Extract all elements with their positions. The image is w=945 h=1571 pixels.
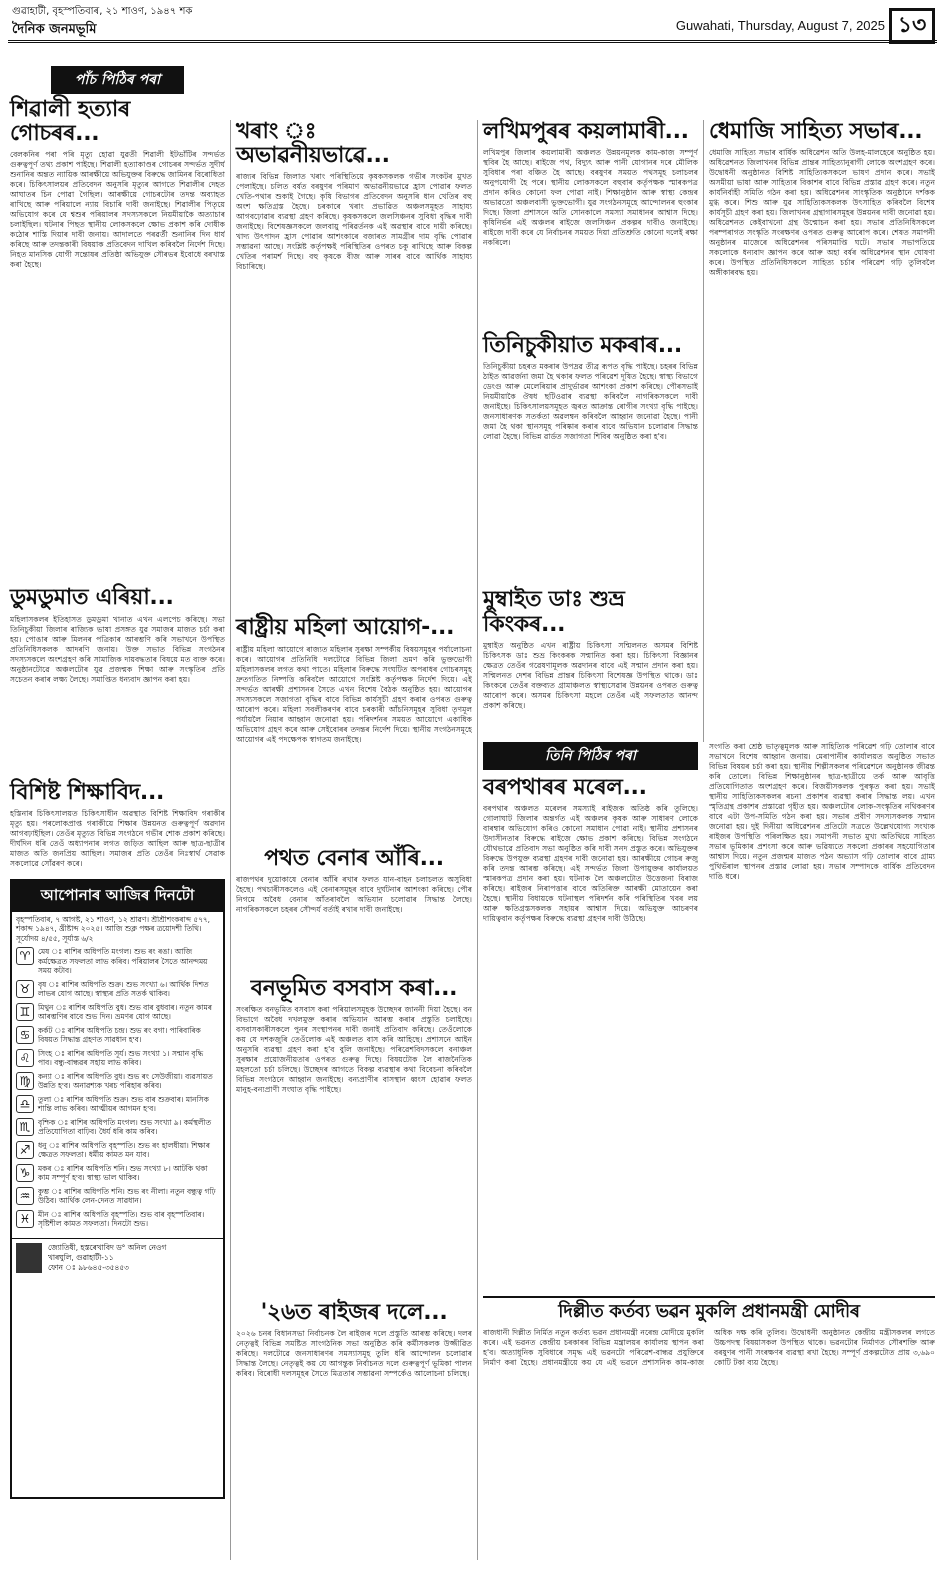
column-rule xyxy=(703,120,704,742)
rashifal-text: মকৰ ঃ ৰাশিৰ অধিপতি শনি। শুভ সংখ্যা ৮। আটকি থকা কাম সম্পূৰ্ণ হ'ব। স্বাস্থ্য ভাল থাকিব। xyxy=(38,1163,208,1183)
rashifal-text: কুম্ভ ঃ ৰাশিৰ অধিপতি শনি। শুভ ৰং নীলা। নতুন বন্ধুত্ব গঢ়ি উঠিব। আৰ্থিক লেন-দেনত সাৱধান। xyxy=(38,1186,216,1206)
rashifal-item xyxy=(16,1095,219,1114)
article-body-dhemaji-continued: সংগতি কৰা শ্ৰেষ্ঠ ভাতৃত্বমূলক আৰু সাহিত্যিক পৰিৱেশ গঢ়ি তোলাৰ বাবে সভাখনে বিশেষ আহ্বান জনায়। মেৰাপানীৰ কাৰ্যালয়ত অনুষ্ঠিত সভাত বিভিন্ন বিষয়ৰ চৰ্চা কৰা হয়। স্থানীয় শিল্পীসকলৰ পৰিৱেশনে অনুষ্ঠানক জীৱন্ত কৰি তোলে। বিভিন্ন শিক্ষানুষ্ঠানৰ ছাত্ৰ-ছাত্ৰীয়ে তৰ্ক আৰু আবৃত্তি প্ৰতিযোগিতাত অংশগ্ৰহণ কৰে। বিজয়ীসকলক পুৰস্কৃত কৰা হয়। সভাই স্থানীয় সাহিত্যিকসকলৰ ৰচনা প্ৰকাশৰ ব্যৱস্থা কৰাৰ সিদ্ধান্ত লয়। এখন স্মৃতিগ্ৰন্থ প্ৰকাশৰ প্ৰস্তাৱো গৃহীত হয়। অঞ্চলটোৰ লোক-সংস্কৃতিৰ নথিকৰণৰ বাবে এটা উপ-সমিতি গঠন কৰা হয়। সভাৰ প্ৰবীণ সদস্যসকলক সন্মান জনোৱা হয়। দুই দিনীয়া অধিৱেশনৰ প্ৰতিটো সত্ৰতে উল্লেখযোগ্য সংখ্যক ৰাইজৰ উপস্থিতি পৰিলক্ষিত হয়। সমাপনী সভাত মুখ্য অতিথিয়ে সাহিত্য সভাৰ ভূমিকাৰ প্ৰশংসা কৰে আৰু ভৱিষ্যতে সকলো প্ৰকাৰৰ সহযোগিতাৰ আশ্বাস দিয়ে। নতুন প্ৰজন্মৰ মাজত পঠন অভ্যাস গঢ়ি তোলাৰ বাবে গ্ৰাম্য পুথিভঁৰাল স্থাপনৰ প্ৰস্তাৱ লোৱা হয়। সভাৰ সম্পাদকে বাৰ্ষিক প্ৰতিবেদন দাঙি ধৰে। xyxy=(709,742,935,881)
rashifal-item xyxy=(16,1049,219,1068)
aries-icon: ♈ xyxy=(16,947,34,965)
headline-shiwali: শিৱালী হত্যাৰ গোচৰৰ... xyxy=(10,97,131,147)
headline-barpathar: বৰপথাৰৰ মৰেল... xyxy=(483,775,647,800)
pisces-icon: ♓ xyxy=(16,1210,34,1228)
leo-icon: ♌ xyxy=(16,1049,34,1067)
article-body-forest-dwellers: সংৰক্ষিত বনভূমিত বসবাস কৰা পৰিয়ালসমূহক উচ্ছেদৰ জাননী দিয়া হৈছে। বন বিভাগে অবৈধ দখলমুক্ত কৰাৰ অভিযান আৰম্ভ কৰাৰ প্ৰস্তুতি চলাইছে। বসবাসকাৰীসকলে পুনৰ সংস্থাপনৰ দাবী জনাই প্ৰতিবাদ কৰিছে। তেওঁলোকে কয় যে দশকজুৰি তেওঁলোক এই অঞ্চলত বাস কৰি আহিছে। প্ৰশাসনে আইন অনুসৰি ব্যৱস্থা গ্ৰহণ কৰা হ'ব বুলি জনাইছে। পৰিৱেশবিদসকলে বনাঞ্চল সুৰক্ষাৰ প্ৰয়োজনীয়তাৰ ওপৰত গুৰুত্ব দিছে। বিষয়টোক লৈ ৰাজনৈতিক মহলতো চৰ্চা চলিছে। উচ্ছেদৰ আগতে বিকল্প ব্যৱস্থাৰ কথা বিবেচনা কৰিবলৈ বিভিন্ন সংগঠনে আহ্বান জনাইছে। বন্যপ্ৰাণীৰ বাসস্থান ধ্বংস হোৱাৰ ফলত মানুহ-বন্যপ্ৰাণী সংঘাত বৃদ্ধি পাইছে। xyxy=(236,1004,472,1094)
rashifal-text: মেষ ঃ ৰাশিৰ অধিপতি মংগল। শুভ ৰং ৰঙা। আজি কৰ্মক্ষেত্ৰত সফলতা লাভ কৰিব। পৰিয়ালৰ সৈতে আনন্দময় সময় কটাব। xyxy=(38,947,208,976)
virgo-icon: ♍ xyxy=(16,1072,34,1090)
libra-icon: ♎ xyxy=(16,1095,34,1113)
rashifal-box xyxy=(10,879,225,1499)
article-body-banner-road: ৰাজপথৰ দুয়োকাষে বেনাৰ আঁৰি ৰখাৰ ফলত যান-বাহন চলাচলত অসুবিধা হৈছে। পথচাৰীসকলেও এই বেনাৰসমূহৰ বাবে দুৰ্ঘটনাৰ আশংকা কৰিছে। পৌৰ নিগমে অবৈধ বেনাৰ আঁতৰাবলৈ অভিযান চলোৱাৰ সিদ্ধান্ত লৈছে। নাগৰিকসকলে চহৰৰ সৌন্দৰ্য বৰ্তাই ৰখাৰ দাবী জনাইছে। xyxy=(236,874,472,914)
gemini-icon: ♊ xyxy=(16,1003,34,1021)
astrologer-address: খাৰঘুলি, গুৱাহাটী-১১ xyxy=(48,1252,114,1262)
rashifal-item xyxy=(16,947,219,976)
headline-raijor-dal: '২৬ত ৰাইজৰ দলে... xyxy=(260,1299,448,1325)
continuation-banner-five: পাঁচ পিঠিৰ পৰা xyxy=(51,66,184,94)
sagittarius-icon: ♐ xyxy=(16,1141,34,1159)
article-body-women-commission: ৰাষ্ট্ৰীয় মহিলা আয়োগে ৰাজ্যত মহিলাৰ সুৰক্ষা সম্পৰ্কীয় বিষয়সমূহৰ পৰ্যালোচনা কৰে। আয়োগৰ প্ৰতিনিধি দলটোৱে বিভিন্ন জিলা ভ্ৰমণ কৰি ভুক্তভোগী মহিলাসকলৰ লগত কথা পাতে। মহিলাৰ বিৰুদ্ধে সংঘটিত অপৰাধৰ গোচৰসমূহ দ্ৰুতগতিত নিষ্পত্তি কৰিবলৈ আয়োগে সংশ্লিষ্ট কৰ্তৃপক্ষক নিৰ্দেশ দিয়ে। এই সন্দৰ্ভত আৰক্ষী প্ৰশাসনৰ সৈতে এখন বিশেষ বৈঠক অনুষ্ঠিত হয়। আয়োগৰ সদস্যসকলে সজাগতা বৃদ্ধিৰ বাবে বিভিন্ন কাৰ্যসূচী গ্ৰহণ কৰাৰ ওপৰত গুৰুত্ব আৰোপ কৰে। মহিলা সবলীকৰণৰ বাবে চৰকাৰী আঁচনিসমূহৰ সুবিধা তৃণমূল পৰ্যায়লৈ নিয়াৰ আহ্বান জনোৱা হয়। পৰিদৰ্শনৰ সময়ত আয়োগে একাধিক অভিযোগ গ্ৰহণ কৰে আৰু সেইবোৰৰ তদন্তৰ নিৰ্দেশ দিয়ে। স্থানীয় সংগঠনসমূহে আয়োগৰ এই পদক্ষেপক স্বাগতম জনাইছে। xyxy=(236,644,472,744)
article-body-kartavya-bhawan: ৰাজধানী দিল্লীত নিৰ্মিত নতুন কৰ্তব্য ভৱন প্ৰধানমন্ত্ৰী নৰেন্দ্ৰ মোদীয়ে মুকলি কৰে। এই ভৱনত কেন্দ্ৰীয় চৰকাৰৰ বিভিন্ন মন্ত্ৰালয়ৰ কাৰ্যালয় স্থাপন কৰা হ'ব। অত্যাধুনিক সুবিধাৰে সমৃদ্ধ এই ভৱনটো পৰিৱেশ-বান্ধৱ প্ৰযুক্তিৰে নিৰ্মাণ কৰা হৈছে। প্ৰধানমন্ত্ৰীয়ে কয় যে এই ভৱনে প্ৰশাসনিক কাম-কাজ অধিক দক্ষ কৰি তুলিব। উদ্বোধনী অনুষ্ঠানত কেন্দ্ৰীয় মন্ত্ৰীসকলৰ লগতে উচ্চপদস্থ বিষয়াসকল উপস্থিত থাকে। ভৱনটোৰ নিৰ্মাণত সৌৰশক্তি আৰু বৰষুণৰ পানী সংৰক্ষণৰ ব্যৱস্থা ৰখা হৈছে। সম্পূৰ্ণ প্ৰকল্পটোত প্ৰায় ৩,৬৯০ কোটি টকা ব্যয় হৈছে। xyxy=(483,1327,935,1367)
rashifal-item xyxy=(16,1118,219,1137)
article-body-shiwali: বেলকনিৰ পৰা পৰি মৃত্যু হোৱা যুৱতী শিৱালী ইটভাঁটিৰ সন্দৰ্ভত গুৰুত্বপূৰ্ণ তথ্য প্ৰকাশ পাইছে। শিৱালী হত্যাকাণ্ডৰ গোচৰৰ সন্দৰ্ভত সুদীৰ্ঘ শুনানিৰ অন্তত ন্যায়িক আৰক্ষীয়ে অভিযুক্তৰ বিৰুদ্ধে জামিনৰ বিৰোধিতা কৰে। চিকিৎসালয়ৰ প্ৰতিবেদন অনুসৰি মৃত্যুৰ আগতে শিৱালীৰ দেহত আঘাতৰ চিন পোৱা গৈছিল। আৰক্ষীয়ে গোচৰটোৰ তদন্ত অব্যাহত ৰাখিছে আৰু পৰিয়ালে ন্যায় বিচাৰি দাবী জনাইছে। শিৱালীৰ পিতৃয়ে অভিযোগ কৰে যে শ্বশুৰ পৰিয়ালৰ সদস্যসকলে নিয়মীয়াকৈ অত্যাচাৰ চলাইছিল। ঘটনাৰ পিছত স্থানীয় লোকসকলে ক্ষোভ প্ৰকাশ কৰি দোষীক কঠোৰ শাস্তি দিয়াৰ দাবী জনায়। আদালতে পৰৱৰ্তী শুনানিৰ দিন ধাৰ্য কৰিছে আৰু তদন্তকাৰী বিষয়াক প্ৰতিবেদন দাখিল কৰিবলৈ নিৰ্দেশ দিছে। নিহত মানসিক যোগী সন্তোষৰ প্ৰতিষ্ঠা অভিযুক্ত সৌৰভৰ ইবোধে বৰখাস্ত কৰা হৈছে। xyxy=(10,150,225,270)
dhemaji-continuation xyxy=(709,742,935,1292)
rashifal-item xyxy=(16,1210,219,1229)
scorpio-icon: ♏ xyxy=(16,1118,34,1136)
paper-name: দৈনিক জনমভূমি xyxy=(12,22,97,37)
rashifal-text: বৃষ ঃ ৰাশিৰ অধিপতি শুক্ৰ। শুভ সংখ্যা ৬। আৰ্থিক দিশত লাভৰ যোগ আছে। স্বাস্থ্যৰ প্ৰতি সতৰ্ক থাকিব। xyxy=(38,979,209,999)
article-body-barpathar: বৰপথাৰ অঞ্চলত মৰেলৰ সমস্যাই ৰাইজক অতিষ্ঠ কৰি তুলিছে। গোলাঘাট জিলাৰ অন্তৰ্গত এই অঞ্চলৰ কৃষক আৰু সাধাৰণ লোকে বাৰম্বাৰ অভিযোগ কৰিও কোনো সমাধান পোৱা নাই। স্থানীয় প্ৰশাসনৰ উদাসীনতাৰ বিৰুদ্ধে ৰাইজে ক্ষোভ প্ৰকাশ কৰিছে। বিভিন্ন সংগঠনে যৌথভাৱে প্ৰতিবাদ সভা অনুষ্ঠিত কৰি দাবী সনদ প্ৰস্তুত কৰে। অভিযুক্তৰ বিৰুদ্ধে উপযুক্ত ব্যৱস্থা গ্ৰহণৰ দাবী জনোৱা হয়। আৰক্ষীয়ে গোচৰ ৰুজু কৰি তদন্ত আৰম্ভ কৰিছে। এই সন্দৰ্ভত জিলা উপায়ুক্তৰ কাৰ্যালয়ত স্মাৰকপত্ৰ প্ৰদান কৰা হয়। ঘটনাক লৈ অঞ্চলটোত উত্তেজনা বিৰাজ কৰিছে। ৰাইজৰ নিৰাপত্তাৰ বাবে অতিৰিক্ত আৰক্ষী মোতায়েন কৰা হৈছে। স্থানীয় বিধায়কে ঘটনাস্থল পৰিদৰ্শন কৰি পৰিস্থিতিৰ খবৰ লয় আৰু ক্ষতিগ্ৰস্তসকলক সহায়ৰ আশ্বাস দিয়ে। অভিযুক্ত আচৰণৰ দায়িত্ববান কৰ্তৃপক্ষৰ বিৰুদ্ধে ব্যৱস্থা গ্ৰহণৰ দাবী উঠিছে। xyxy=(483,804,698,924)
article-body-dhemaji-sabha: ধেমাজি সাহিত্য সভাৰ বাৰ্ষিক অধিৱেশন অতি উলহ-মালহেৰে অনুষ্ঠিত হয়। অধিৱেশনত জিলাখনৰ বিভিন্ন প্ৰান্তৰ সাহিত্যানুৰাগী লোকে অংশগ্ৰহণ কৰে। উদ্বোধনী অনুষ্ঠানত বিশিষ্ট সাহিত্যিকসকলে ভাষণ প্ৰদান কৰে। সভাই অসমীয়া ভাষা আৰু সাহিত্যৰ বিকাশৰ বাবে বিভিন্ন প্ৰস্তাৱ গ্ৰহণ কৰে। নতুন কাৰ্যনিৰ্বাহী সমিতি গঠন কৰা হয়। অধিৱেশনৰ সাংস্কৃতিক অনুষ্ঠানে দৰ্শকক মুগ্ধ কৰে। শিশু আৰু যুৱ সাহিত্যিকসকলক উৎসাহিত কৰিবলৈ বিশেষ কাৰ্যসূচী গ্ৰহণ কৰা হয়। জিলাখনৰ গ্ৰন্থাগাৰসমূহৰ উন্নয়নৰ দাবী জনোৱা হয়। অধিৱেশনত কেইবাখনো গ্ৰন্থ উন্মোচন কৰা হয়। সভাৰ প্ৰতিনিধিসকলে পৰম্পৰাগত সংস্কৃতি সংৰক্ষণৰ ওপৰত গুৰুত্ব আৰোপ কৰে। শেষত সমাপনী অনুষ্ঠানৰ মাজেৰে অধিৱেশনৰ পৰিসমাপ্তি ঘটে। সভাৰ সভাপতিয়ে সকলোকে ধন্যবাদ জ্ঞাপন কৰে আৰু অহা বৰ্ষৰ অধিৱেশনৰ স্থান ঘোষণা কৰে। উপস্থিত প্ৰতিনিধিসকলে সাহিত্য চৰ্চাৰ পৰিৱেশ গঢ়ি তুলিবলৈ অঙ্গীকাৰবদ্ধ হয়। xyxy=(709,148,935,278)
headline-educationist: বিশিষ্ট শিক্ষাবিদ... xyxy=(10,779,165,805)
date-right: Guwahati, Thursday, August 7, 2025 xyxy=(675,18,885,33)
headline-dumduma: ডুমডুমাত এৰিয়া... xyxy=(10,585,174,611)
astrologer-name: জ্যোতিষী, হস্তৰেখাবিদ ড° অনিল নেওগ xyxy=(48,1242,167,1252)
page-number: ১৩ xyxy=(889,8,935,44)
rashifal-item xyxy=(16,1187,219,1206)
rashifal-text: তুলা ঃ ৰাশিৰ অধিপতি শুক্ৰ। শুভ বাৰ শুক্ৰবাৰ। মানসিক শান্তি লাভ কৰিব। আত্মীয়ৰ আগমন হ'ব। xyxy=(38,1094,209,1114)
headline-drought: খৰাং ঃ অভাৱনীয়ভাৱে... xyxy=(236,119,390,169)
column-rule xyxy=(230,120,231,1560)
headline-kartavya-bhawan: দিল্লীত কৰ্তব্য ভৱন মুকলি প্ৰধানমন্ত্ৰী মোদীৰ xyxy=(558,1301,860,1322)
article-body-educationist: হস্তিনাৰ চিকিৎসালয়ত চিকিৎসাধীন অৱস্থাত বিশিষ্ট শিক্ষাবিদ গৰাকীৰ মৃত্যু হয়। পৰলোকপ্ৰাপ্ত গৰাকীয়ে শিক্ষাৰ উন্নয়নত গুৰুত্বপূৰ্ণ অৱদান আগবঢ়াইছিল। তেওঁৰ মৃত্যুত বিভিন্ন সংগঠনে গভীৰ শোক প্ৰকাশ কৰিছে। দীৰ্ঘদিন ধৰি তেওঁ অধ্যাপনাৰ লগত জড়িত আছিল আৰু ছাত্ৰ-ছাত্ৰীৰ মাজত অতি জনপ্ৰিয় আছিল। সমাজৰ প্ৰতি তেওঁৰ নিঃস্বাৰ্থ সেৱাক সকলোৱে সোঁৱৰণ কৰে। xyxy=(10,808,225,868)
astrologer-footer xyxy=(12,1238,223,1277)
masthead xyxy=(0,0,945,54)
masthead-rule xyxy=(8,40,937,43)
capricorn-icon: ♑ xyxy=(16,1164,34,1182)
headline-tinsukia-mosquito: তিনিচুকীয়াত মকৰাৰ... xyxy=(483,333,682,359)
cancer-icon: ♋ xyxy=(16,1026,34,1044)
rashifal-title: আপোনাৰ আজিৰ দিনটো xyxy=(12,881,223,912)
headline-dhemaji-sabha: ধেমাজি সাহিত্য সভাৰ... xyxy=(709,119,923,144)
date-left: গুৱাহাটী, বৃহস্পতিবাৰ, ২১ শাওণ, ১৯৪৭ শক xyxy=(12,6,193,17)
column-rule xyxy=(477,120,478,1560)
astrologer-photo xyxy=(16,1243,42,1273)
article-body-raijor-dal: ২০২৬ চনৰ বিধানসভা নিৰ্বাচনক লৈ ৰাইজৰ দলে প্ৰস্তুতি আৰম্ভ কৰিছে। দলৰ নেতৃত্বই বিভিন্ন সমষ্টিত সাংগঠনিক সভা অনুষ্ঠিত কৰি কৰ্মীসকলক উজ্জীৱিত কৰিছে। দলটোৱে জনসাধাৰণৰ সমস্যাসমূহ তুলি ধৰি আন্দোলন চলোৱাৰ সিদ্ধান্ত লৈছে। নেতৃত্বই কয় যে আগন্তুক নিৰ্বাচনত দলে গুৰুত্বপূৰ্ণ ভূমিকা পালন কৰিব। বিৰোধী দলসমূহৰ সৈতে মিত্ৰতাৰ সম্ভাৱনা সম্পৰ্কেও আলোচনা চলিছে। xyxy=(236,1329,472,1379)
barpathar-section xyxy=(483,742,698,1314)
rashifal-text: কন্যা ঃ ৰাশিৰ অধিপতি বুধ। শুভ ৰং সেউজীয়া। ব্যৱসায়ত উন্নতি হ'ব। অনাৱশ্যক খৰচ পৰিহাৰ কৰিব। xyxy=(38,1071,213,1091)
rashifal-text: মিথুন ঃ ৰাশিৰ অধিপতি বুধ। শুভ বাৰ বুধবাৰ। নতুন কামৰ আৰম্ভণিৰ বাবে শুভ দিন। ভ্ৰমণৰ যোগ আছে। xyxy=(38,1002,212,1022)
aquarius-icon: ♒ xyxy=(16,1187,34,1205)
continuation-banner-three: তিনি পিঠিৰ পৰা xyxy=(483,742,698,770)
rashifal-text: কৰ্কট ঃ ৰাশিৰ অধিপতি চন্দ্ৰ। শুভ ৰং বগা। পাৰিবাৰিক বিষয়ত সিদ্ধান্ত গ্ৰহণত সাৱধান হ'ব। xyxy=(38,1025,201,1045)
article-body-mumbai-doctor: মুম্বাইত অনুষ্ঠিত এখন ৰাষ্ট্ৰীয় চিকিৎসা সন্মিলনত অসমৰ বিশিষ্ট চিকিৎসক ডাঃ শুভ্ৰ কিংকৰক সন্মানিত কৰা হয়। চিকিৎসা বিজ্ঞানৰ ক্ষেত্ৰত তেওঁৰ গৱেষণামূলক অৱদানৰ বাবে এই সন্মান প্ৰদান কৰা হয়। সন্মিলনত দেশৰ বিভিন্ন প্ৰান্তৰ চিকিৎসা বিশেষজ্ঞ উপস্থিত থাকে। ডাঃ কিংকৰে তেওঁৰ বক্তব্যত গ্ৰামাঞ্চলত স্বাস্থ্যসেৱাৰ উন্নয়নৰ ওপৰত গুৰুত্ব আৰোপ কৰে। অসমৰ চিকিৎসা মহলে তেওঁৰ এই সফলতাত আনন্দ প্ৰকাশ কৰিছে। xyxy=(483,640,698,710)
rashifal-text: ধনু ঃ ৰাশিৰ অধিপতি বৃহস্পতি। শুভ ৰং হালধীয়া। শিক্ষাৰ ক্ষেত্ৰত সফলতা। ধৰ্মীয় কামত মন যাব। xyxy=(38,1140,210,1160)
headline-mumbai-doctor: মুম্বাইত ডাঃ শুভ্ৰ কিংকৰ... xyxy=(483,587,625,637)
rashifal-item xyxy=(16,1026,219,1045)
article-body-dumduma: মহিলাসকলৰ ইতিহাসত ডুমডুমা খানাত এখন এলপেচ কৰিছে। সভা তিনিচুকীয়া জিলাৰ ৰাজ্যিক ভাষা প্ৰসঙ্গত যুৱ সমাজৰ মাজত চৰ্চা কৰা হয়। পোঙাৰ আৰু মিলনৰ পত্ৰিকাৰ আৰম্ভণি কৰি সভাখনে উপস্থিত প্ৰতিনিধিসকলক আদৰণি জনায়। উক্ত সভাত বিভিন্ন সংগঠনৰ সদস্যসকলে অংশগ্ৰহণ কৰি সামাজিক দায়বদ্ধতাৰ বিষয়ে মত ব্যক্ত কৰে। অনুষ্ঠানটোৱে অঞ্চলটোৰ যুৱ প্ৰজন্মক শিক্ষা আৰু সংস্কৃতিৰ প্ৰতি সচেতন কৰাৰ লক্ষ্য লৈছে। সমাপ্তিত ধন্যবাদ জ্ঞাপন কৰা হয়। xyxy=(10,614,225,684)
rashifal-intro: বৃহস্পতিবাৰ, ৭ আগষ্ট, ২১ শাওণ, ১২ শ্ৰাৱণ। শ্ৰীশ্ৰীশংকৰাব্দ ৫৭৭, শকাব্দ ১৯৪৭, খ্ৰীষ্টাব্দ ২০২৫। আজি শুক্ল পক্ষৰ ত্ৰয়োদশী তিথি। সূৰ্যোদয় ৪/৫৫, সূৰ্যাস্ত ৬/২ xyxy=(16,914,211,943)
astrologer-phone: ফোন ঃ ৯৮৬৪৫-৩৫৪৫৩ xyxy=(48,1262,129,1272)
column-4 xyxy=(709,120,935,746)
headline-forest-dwellers: বনভূমিত বসবাস কৰা... xyxy=(250,975,458,1001)
column-2 xyxy=(236,120,472,1475)
headline-women-commission: ৰাষ্ট্ৰীয় মহিলা আয়োগ-... xyxy=(236,615,455,641)
article-body-kayalamari: লখিমপুৰ জিলাৰ কয়লামাৰী অঞ্চলত উন্নয়নমূলক কাম-কাজ সম্পূৰ্ণ স্থবিৰ হৈ আছে। ৰাইজে পথ, বিদ্যুৎ আৰু পানী যোগানৰ দৰে মৌলিক সুবিধাৰ পৰা বঞ্চিত হৈ আছে। বৰষুণৰ সময়ত পথসমূহ চলাচলৰ অনুপযোগী হৈ পৰে। স্থানীয় লোকসকলে বহুবাৰ কৰ্তৃপক্ষক স্মাৰকপত্ৰ প্ৰদান কৰিও কোনো ফল পোৱা নাই। শিক্ষানুষ্ঠান আৰু স্বাস্থ্য কেন্দ্ৰৰ অভাৱতো অঞ্চলবাসী ভুক্তভোগী। যুৱ সংগঠনসমূহে আন্দোলনৰ হুংকাৰ দিছে। জিলা প্ৰশাসনে অতি সোনকালে সমস্যা সমাধানৰ আশ্বাস দিছে। কৃষিনিৰ্ভৰ এই অঞ্চলৰ ৰাইজে জলসিঞ্চন প্ৰকল্পৰ দাবীও জনাইছে। ৰাইজে দাবী কৰে যে নিৰ্বাচনৰ সময়ত দিয়া প্ৰতিশ্ৰুতি কোনো দলেই ৰক্ষা নকৰিলে। xyxy=(483,148,698,248)
rashifal-item xyxy=(16,1072,219,1091)
column-3 xyxy=(483,120,698,733)
headline-kayalamari: লখিমপুৰৰ কয়লামাৰী... xyxy=(483,119,689,144)
delhi-section xyxy=(483,1296,935,1558)
rashifal-text: বৃশ্চিক ঃ ৰাশিৰ অধিপতি মংগল। শুভ সংখ্যা ৯। কৰ্মস্থলীত প্ৰতিযোগিতা বাঢ়িব। ধৈৰ্য ধৰি কাম কৰিব। xyxy=(38,1117,212,1137)
article-body-drought: ৰাজ্যৰ বিভিন্ন জিলাত খৰাং পৰিস্থিতিয়ে কৃষকসকলক গভীৰ সংকটৰ মুখত পেলাইছে। চলিত বৰ্ষত বৰষুণৰ পৰিমাণ অভাৱনীয়ভাৱে হ্ৰাস পোৱাৰ ফলত খেতি-পথাৰ শুকাই গৈছে। কৃষি বিভাগৰ প্ৰতিবেদন অনুসৰি ধান খেতিৰ বহু অংশ ক্ষতিগ্ৰস্ত হৈছে। চৰকাৰে খৰাং প্ৰভাৱিত অঞ্চলসমূহত সাহায্য আগবঢ়োৱাৰ ব্যৱস্থা গ্ৰহণ কৰিছে। কৃষকসকলে জলসিঞ্চনৰ সুবিধা বৃদ্ধিৰ দাবী জনাইছে। বিশেষজ্ঞসকলে জলবায়ু পৰিৱৰ্তনক এই অৱস্থাৰ বাবে দায়ী কৰিছে। খাদ্য উৎপাদন হ্ৰাস পোৱাৰ আশংকাৰে বজাৰত সামগ্ৰীৰ দাম বৃদ্ধি পোৱাৰ সম্ভাৱনা আছে। সংশ্লিষ্ট কৰ্তৃপক্ষই পৰিস্থিতিৰ ওপৰত চকু ৰাখিছে আৰু বিকল্প খেতিৰ পৰামৰ্শ দিছে। বহু কৃষকে বীজ আৰু সাৰৰ বাবে আৰ্থিক সাহায্য বিচাৰিছে। xyxy=(236,172,472,272)
rashifal-item xyxy=(16,980,219,999)
rashifal-item xyxy=(16,1164,219,1183)
rashifal-item xyxy=(16,1003,219,1022)
article-body-tinsukia-mosquito: তিনিচুকীয়া চহৰত মকৰাৰ উপদ্ৰৱ তীব্ৰ ৰূপত বৃদ্ধি পাইছে। চহৰৰ বিভিন্ন ঠাইত আৱৰ্জনা জমা হৈ থকাৰ ফলত পৰিৱেশ দূষিত হৈছে। স্বাস্থ্য বিভাগে ডেংগু আৰু মেলেৰিয়াৰ প্ৰাদুৰ্ভাৱৰ আশংকা প্ৰকাশ কৰিছে। পৌৰসভাই নিয়মীয়াকৈ ঔষধ ছটিওৱাৰ ব্যৱস্থা কৰিবলৈ নাগৰিকসকলে দাবী জনাইছে। চিকিৎসালয়সমূহত জ্বৰত আক্ৰান্ত ৰোগীৰ সংখ্যা বৃদ্ধি পাইছে। জনসাধাৰণক সতৰ্কতা অৱলম্বন কৰিবলৈ আহ্বান জনোৱা হৈছে। পানী জমা হৈ থকা স্থানসমূহ পৰিষ্কাৰ কৰাৰ বাবে অভিযান চলোৱাৰ সিদ্ধান্ত লোৱা হৈছে। বিভিন্ন ৱাৰ্ডত সজাগতা শিবিৰ অনুষ্ঠিত কৰা হ'ব। xyxy=(483,362,698,442)
taurus-icon: ♉ xyxy=(16,980,34,998)
rashifal-text: মীন ঃ ৰাশিৰ অধিপতি বৃহস্পতি। শুভ বাৰ বৃহস্পতিবাৰ। সৃষ্টিশীল কামত সফলতা। দিনটো শুভ। xyxy=(38,1209,205,1229)
rashifal-text: সিংহ ঃ ৰাশিৰ অধিপতি সূৰ্য। শুভ সংখ্যা ১। সন্মান বৃদ্ধি পাব। বন্ধু-বান্ধৱৰ সহায় লাভ কৰিব। xyxy=(38,1048,204,1068)
headline-banner-road: পথত বেনাৰ আঁৰি... xyxy=(264,845,444,871)
rashifal-item xyxy=(16,1141,219,1160)
column-1 xyxy=(10,66,225,1499)
